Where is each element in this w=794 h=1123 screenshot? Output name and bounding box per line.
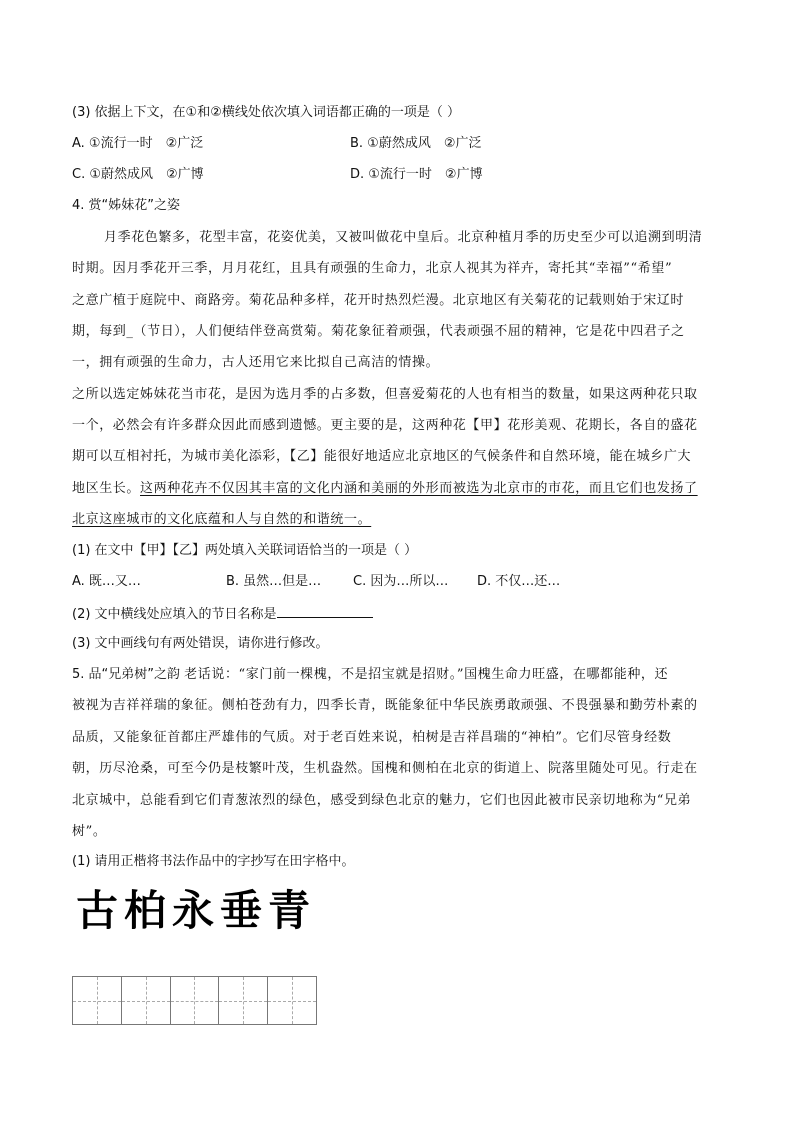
s4-subquestion-2 bbox=[72, 604, 373, 624]
q3-option-a: A. ①流行一时 ②广泛 bbox=[72, 136, 204, 151]
s4-sq1-option-d: D. 不仅…还… bbox=[477, 574, 561, 589]
passage-5-line: 朝，历尽沧桑，可至今仍是枝繁叶茂，生机盎然。国槐和侧柏在北京的街道上、院落里随处可见。行走在 bbox=[72, 761, 698, 776]
passage-5-line: 品质，又能象征首都庄严雄伟的气质。对于老百姓来说，柏树是吉祥昌瑞的“神柏”。它们尽管身经数 bbox=[72, 730, 672, 745]
passage-4-p2-line bbox=[72, 480, 698, 498]
s4-subquestion-3: (3) 文中画线句有两处错误，请你进行修改。 bbox=[72, 636, 329, 651]
tianzige-cell[interactable] bbox=[171, 977, 220, 1024]
passage-5-line: 北京城中，总能看到它们青葱浓烈的绿色，感受到绿色北京的魅力，它们也因此被市民亲切地称为“兄弟 bbox=[72, 793, 692, 808]
tianzige-cell[interactable] bbox=[268, 977, 316, 1024]
section-5-heading: 5. 品“兄弟树”之韵 bbox=[72, 667, 185, 682]
passage-5-line: 老话说：“家门前一棵槐，不是招宝就是招财。”国槐生命力旺盛，在哪都能种，还 bbox=[184, 667, 669, 682]
s4-sq1-option-b: B. 虽然…但是… bbox=[226, 574, 322, 589]
tianzige-cell[interactable] bbox=[219, 977, 268, 1024]
q3-option-c: C. ①蔚然成风 ②广博 bbox=[72, 167, 204, 182]
answer-blank[interactable] bbox=[277, 604, 373, 618]
passage-4-p1-line: 期，每到_（节日），人们便结伴登高赏菊。菊花象征着顽强，代表顽强不屈的精神，它是花中四君子之 bbox=[72, 324, 685, 339]
s4-sq1-option-c: C. 因为…所以… bbox=[353, 574, 449, 589]
section-4-heading: 4. 赏“姊妹花”之姿 bbox=[72, 198, 181, 213]
passage-4-p2-line: 期可以互相衬托，为城市美化添彩，【乙】能很好地适应北京地区的气候条件和自然环境，能在城乡广大 bbox=[72, 449, 692, 464]
s4-sq2-text: (2) 文中横线处应填入的节日名称是 bbox=[72, 607, 277, 622]
tianzige-grid[interactable] bbox=[72, 976, 317, 1025]
underlined-sentence-part-2: 北京这座城市的文化底蕴和人与自然的和谐统一。 bbox=[72, 512, 372, 527]
passage-4-p2-line: 一个，必然会有许多群众因此而感到遗憾。更主要的是，这两种花【甲】花形美观、花期长，各自的盛花 bbox=[72, 418, 698, 433]
q3-stem: (3) 依据上下文，在①和②横线处依次填入词语都正确的一项是（ ） bbox=[72, 105, 460, 120]
passage-4-p1-line: 之意广植于庭院中、商路旁。菊花品种多样，花开时热烈烂漫。北京地区有关菊花的记载则始于宋辽时 bbox=[72, 293, 685, 308]
passage-4-p1-line: 月季花色繁多，花型丰富，花姿优美，又被叫做花中皇后。北京种植月季的历史至少可以追溯到明清 bbox=[104, 230, 703, 245]
passage-4-p1-line: 一，拥有顽强的生命力，古人还用它来比拟自己高洁的情操。 bbox=[72, 355, 440, 370]
underlined-sentence-part-1: 这两种花卉不仅因其丰富的文化内涵和美丽的外形而被选为北京市的市花，而且它们也发扬了 bbox=[140, 481, 698, 496]
passage-5-line: 被视为吉祥祥瑞的象征。侧柏苍劲有力，四季长青，既能象征中华民族勇敢顽强、不畏强暴和勤劳朴素的 bbox=[72, 698, 698, 713]
s4-subquestion-1: (1) 在文中【甲】【乙】两处填入关联词语恰当的一项是（ ） bbox=[72, 543, 418, 558]
passage-4-plain-text: 地区生长。 bbox=[72, 481, 141, 496]
s4-sq1-option-a: A. 既…又… bbox=[72, 574, 141, 589]
passage-4-p1-line: 时期。因月季花开三季，月月花红，且具有顽强的生命力，北京人视其为祥卉，寄托其“幸福”“希望” bbox=[72, 261, 673, 276]
q3-option-b: B. ①蔚然成风 ②广泛 bbox=[350, 136, 482, 151]
passage-5-line: 树”。 bbox=[72, 824, 107, 839]
calligraphy-artwork: 古柏永垂青 bbox=[76, 886, 317, 935]
tianzige-cell[interactable] bbox=[73, 977, 122, 1024]
q3-option-d: D. ①流行一时 ②广博 bbox=[350, 167, 483, 182]
tianzige-cell[interactable] bbox=[122, 977, 171, 1024]
passage-4-p2-line: 之所以选定姊妹花当市花，是因为选月季的占多数，但喜爱菊花的人也有相当的数量，如果这两种花只取 bbox=[72, 387, 698, 402]
section-5-line bbox=[72, 666, 668, 684]
s5-subquestion-1: (1) 请用正楷将书法作品中的字抄写在田字格中。 bbox=[72, 854, 355, 869]
